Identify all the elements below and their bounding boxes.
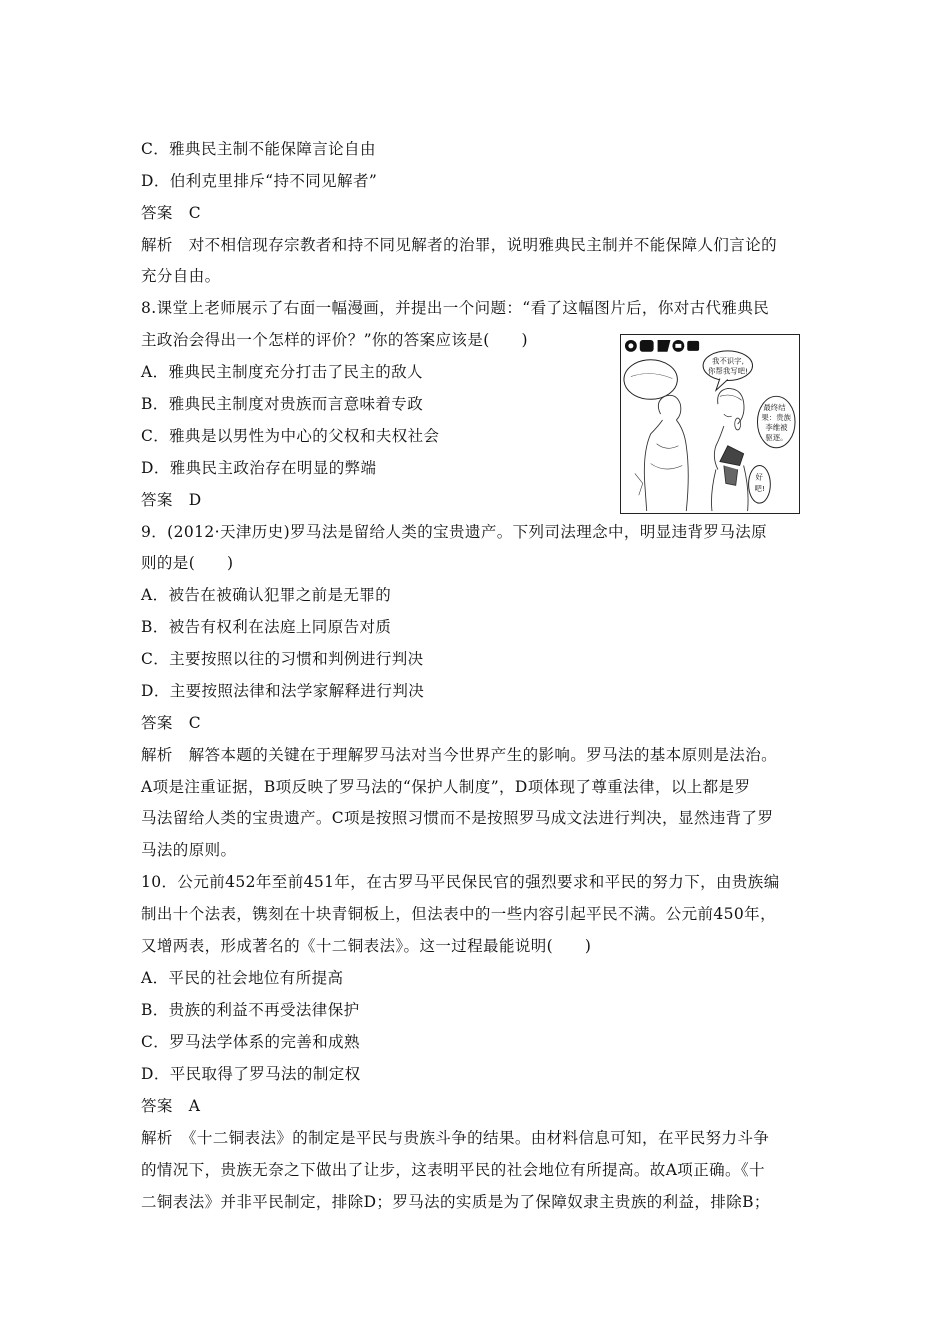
q10-option-d: D．平民取得了罗马法的制定权 — [141, 1065, 361, 1083]
q9-analysis-line-3: 马法留给人类的宝贵遗产。C项是按照习惯而不是按照罗马成文法进行判决，显然违背了罗 — [141, 809, 774, 827]
q7-option-c: C．雅典民主制不能保障言论自由 — [141, 140, 376, 158]
q7-answer: 答案 C — [141, 204, 201, 222]
q10-answer: 答案 A — [141, 1097, 201, 1115]
q10-analysis-line-1: 解析 《十二铜表法》的制定是平民与贵族斗争的结果。由材料信息可知，在平民努力斗争 — [141, 1129, 770, 1147]
cartoon-speech-bubble-2 — [757, 396, 795, 447]
q9-option-d: D．主要按照法律和法学家解释进行判决 — [141, 682, 425, 700]
q9-analysis-line-1: 解析 解答本题的关键在于理解罗马法对当今世界产生的影响。罗马法的基本原则是法治。 — [141, 746, 778, 764]
cartoon-speech-bubble-1 — [703, 351, 752, 391]
q10-stem-line-1: 10．公元前452年至前451年，在古罗马平民保民官的强烈要求和平民的努力下，由贵族编 — [141, 873, 780, 891]
q9-analysis-line-4: 马法的原则。 — [141, 841, 237, 859]
q8-option-c: C．雅典是以男性为中心的父权和夫权社会 — [141, 427, 440, 445]
bubble-2-line-1: 最终结 — [763, 403, 786, 413]
q8-option-d: D．雅典民主政治存在明显的弊端 — [141, 459, 377, 477]
q9-option-b: B．被告有权利在法庭上同原告对质 — [141, 618, 392, 636]
cartoon-speech-bubble-3 — [749, 466, 771, 504]
q7-analysis-line-2: 充分自由。 — [141, 267, 221, 285]
q10-option-a: A．平民的社会地位有所提高 — [141, 969, 344, 987]
bubble-2-line-3: 李维被 — [765, 422, 788, 432]
q8-option-a: A．雅典民主制度充分打击了民主的敌人 — [141, 363, 423, 381]
bubble-1-line-1: 我不识字, — [711, 356, 744, 366]
bubble-1-line-2: 你帮我写吧! — [708, 366, 749, 376]
q10-analysis-line-3: 二铜表法》并非平民制定，排除D；罗马法的实质是为了保障奴隶主贵族的利益，排除B； — [141, 1193, 770, 1211]
q9-analysis-line-2: A项是注重证据，B项反映了罗马法的“保护人制度”，D项体现了尊重法律，以上都是罗 — [141, 778, 751, 796]
bubble-3-line-2: 吧! — [754, 484, 765, 494]
q9-stem-line-2: 则的是( ) — [141, 554, 234, 572]
q7-analysis-line-1: 解析 对不相信现存宗教者和持不同见解者的治罪，说明雅典民主制并不能保障人们言论的 — [141, 236, 778, 254]
bubble-3-line-1: 好 — [755, 472, 763, 482]
q10-option-c: C．罗马法学体系的完善和成熟 — [141, 1033, 360, 1051]
q9-stem-line-1: 9．(2012·天津历史)罗马法是留给人类的宝贵遗产。下列司法理念中，明显违背罗马法原 — [141, 523, 768, 541]
q8-stem-line-2: 主政治会得出一个怎样的评价？”你的答案应该是( ) — [141, 331, 528, 349]
q10-stem-line-3: 又增两表，形成著名的《十二铜表法》。这一过程最能说明( ) — [141, 937, 592, 955]
q9-option-a: A．被告在被确认犯罪之前是无罪的 — [141, 586, 392, 604]
q10-analysis-line-2: 的情况下，贵族无奈之下做出了让步，这表明平民的社会地位有所提高。故A项正确。《十 — [141, 1161, 765, 1179]
bubble-2-line-2: 果：贵族 — [761, 413, 792, 423]
q7-option-d: D．伯利克里排斥“持不同见解者” — [141, 172, 378, 190]
cartoon-thought-bubble — [624, 360, 677, 400]
cartoon-figure-left — [635, 395, 688, 511]
cartoon-film-strip — [625, 340, 699, 352]
q9-answer: 答案 C — [141, 714, 201, 732]
q10-stem-line-2: 制出十个法表，镌刻在十块青铜板上，但法表中的一些内容引起平民不满。公元前450年， — [141, 905, 776, 923]
bubble-2-line-4: 驱逐。 — [765, 432, 788, 442]
q10-option-b: B．贵族的利益不再受法律保护 — [141, 1001, 360, 1019]
q8-option-b: B．雅典民主制度对贵族而言意味着专政 — [141, 395, 424, 413]
q9-option-c: C．主要按照以往的习惯和判例进行判决 — [141, 650, 424, 668]
q8-answer: 答案 D — [141, 491, 202, 509]
q8-stem-line-1: 8.课堂上老师展示了右面一幅漫画，并提出一个问题：“看了这幅图片后，你对古代雅典民 — [141, 299, 770, 317]
cartoon-figure-right — [711, 388, 748, 511]
cartoon-illustration — [620, 334, 800, 514]
